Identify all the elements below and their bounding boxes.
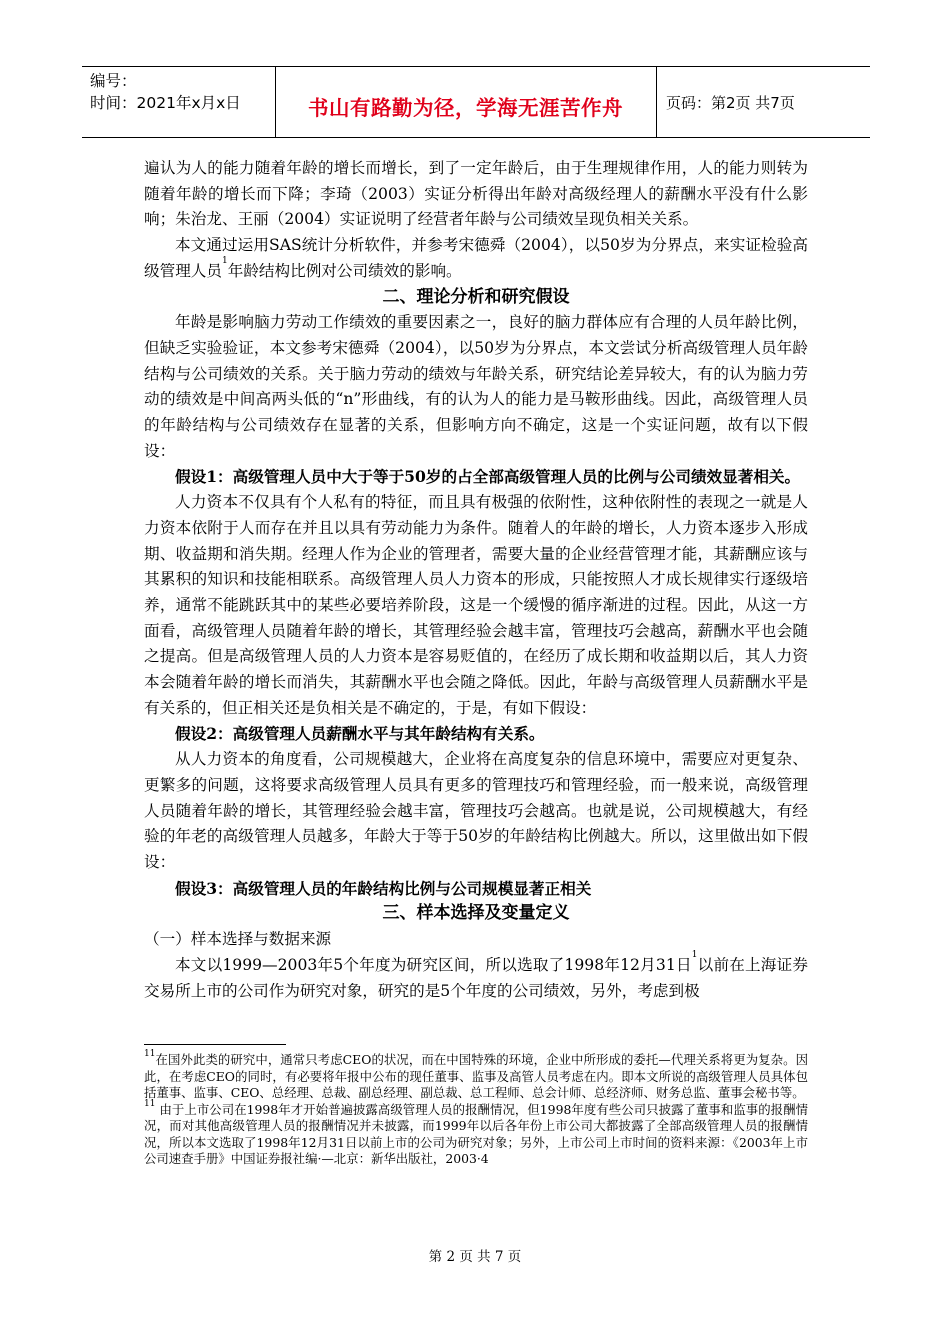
paragraph: 年龄是影响脑力劳动工作绩效的重要因素之一，良好的脑力群体应有合理的人员年龄比例，但缺乏实验验证，本文参考宋德舜（2004），以50岁为分界点，本文尝试分析高级管理人员年龄结构与公司绩效的关系。关于脑力劳动的绩效与年龄关系，研究结论差异较大，有的认为脑力劳动的绩效是中间高两头低的“n”形曲线，有的认为人的能力是马鞍形曲线。因此，高级管理人员的年龄结构与公司绩效存在显著的关系，但影响方向不确定，这是一个实证问题，故有以下假设： <box>144 313 808 460</box>
hypothesis: 假设3：高级管理人员的年龄结构比例与公司规模显著正相关 <box>175 878 592 898</box>
subsection-heading: （一）样本选择与数据来源 <box>144 930 332 949</box>
paragraph-text: 年龄结构比例对公司绩效的影响。 <box>227 261 462 280</box>
footnote-mark: 11 <box>144 1098 156 1109</box>
page-header <box>82 66 870 138</box>
document-body <box>144 156 808 1004</box>
footnote-ref[interactable]: 1 <box>691 949 698 960</box>
header-date-label: 时间：2021年x月x日 <box>90 94 241 112</box>
footnote-ref[interactable]: 1 <box>221 255 228 266</box>
hypothesis: 假设2：高级管理人员薪酬水平与其年龄结构有关系。 <box>175 724 545 744</box>
footnotes <box>144 1049 808 1168</box>
footnote <box>144 1098 808 1168</box>
paragraph: 从人力资本的角度看，公司规模越大，企业将在高度复杂的信息环境中，需要应对更复杂、更繁多的问题，这将要求高级管理人员具有更多的管理技巧和管理经验，而一般来说，高级管理人员随着年龄的增长，其管理经验会越丰富，管理技巧会越高。也就是说，公司规模越大，有经验的年老的高级管理人员越多，年龄大于等于50岁的年龄结构比例越大。所以，这里做出如下假设： <box>144 750 808 871</box>
header-divider <box>656 67 657 137</box>
section-heading: 三、样本选择及变量定义 <box>382 903 570 924</box>
page-footer: 第 2 页 共 7 页 <box>428 1249 522 1265</box>
footnote <box>144 1049 808 1102</box>
section-heading: 二、理论分析和研究假设 <box>382 286 570 307</box>
header-motto: 书山有路勤为径，学海无涯苦作舟 <box>308 96 623 120</box>
header-meta <box>90 70 241 114</box>
header-number-label: 编号： <box>90 72 137 90</box>
hypothesis: 假设1：高级管理人员中大于等于50岁的占全部高级管理人员的比例与公司绩效显著相关。 <box>175 467 801 487</box>
header-page-label: 页码：第2页 共7页 <box>666 94 795 112</box>
footnote-separator <box>144 1044 286 1045</box>
paragraph-text: 本文通过运用SAS统计分析软件，并参考宋德舜（2004），以50岁为分界点，来实证检验高级管理人员 <box>144 236 808 280</box>
paragraph <box>144 949 808 1004</box>
footnote-text: 在国外此类的研究中，通常只考虑CEO的状况，而在中国特殊的环境，企业中所形成的委托—代理关系将更为复杂。因此，在考虑CEO的同时，有必要将年报中公布的现任董事、监事及高管人员考虑在内。即本文所说的高级管理人员具体包括董事、监事、CEO、总经理、总裁、副总经理、副总裁、总工程师、总会计师、总经济师、财务总监、董事会秘书等。 <box>144 1052 808 1100</box>
paragraph: 遍认为人的能力随着年龄的增长而增长，到了一定年龄后，由于生理规律作用，人的能力则转为随着年龄的增长而下降；李琦（2003）实证分析得出年龄对高级经理人的薪酬水平没有什么影响；朱治龙、王丽（2004）实证说明了经营者年龄与公司绩效呈现负相关关系。 <box>144 159 808 229</box>
paragraph <box>144 233 808 284</box>
footnote-mark: 11 <box>144 1049 156 1059</box>
footnote-text: 由于上市公司在1998年才开始普遍披露高级管理人员的报酬情况，但1998年度有些公司只披露了董事和监事的报酬情况，而对其他高级管理人员的报酬情况并未披露，而1999年以后各年份上市公司大都披露了全部高级管理人员的报酬情况，所以本文选取了1998年12月31日以前上市的公司为研究对象；另外，上市公司上市时间的资料来源：《2003年上市公司速查手册》中国证券报社编·—北京：新华出版社，2003·4 <box>144 1101 808 1166</box>
paragraph-text: 以前在上海证券交易所上市的公司作为研究对象，研究的是5个年度的公司绩效，另外，考虑到极 <box>144 955 808 1000</box>
paragraph: 人力资本不仅具有个人私有的特征，而且具有极强的依附性，这种依附性的表现之一就是人力资本依附于人而存在并且以具有劳动能力为条件。随着人的年龄的增长，人力资本逐步入形成期、收益期和消失期。经理人作为企业的管理者，需要大量的企业经营管理才能，其薪酬应该与其累积的知识和技能相联系。高级管理人员人力资本的形成，只能按照人才成长规律实行逐级培养，通常不能跳跃其中的某些必要培养阶段，这是一个缓慢的循序渐进的过程。因此，从这一方面看，高级管理人员随着年龄的增长，其管理经验会越丰富，管理技巧会越高，薪酬水平也会随之提高。但是高级管理人员的人力资本是容易贬值的，在经历了成长期和收益期以后，其人力资本会随着年龄的增长而消失，其薪酬水平也会随之降低。因此，年龄与高级管理人员薪酬水平是有关系的，但正相关还是负相关是不确定的，于是，有如下假设： <box>144 493 808 717</box>
paragraph-text: 本文以1999—2003年5个年度为研究区间，所以选取了1998年12月31日 <box>175 955 692 974</box>
